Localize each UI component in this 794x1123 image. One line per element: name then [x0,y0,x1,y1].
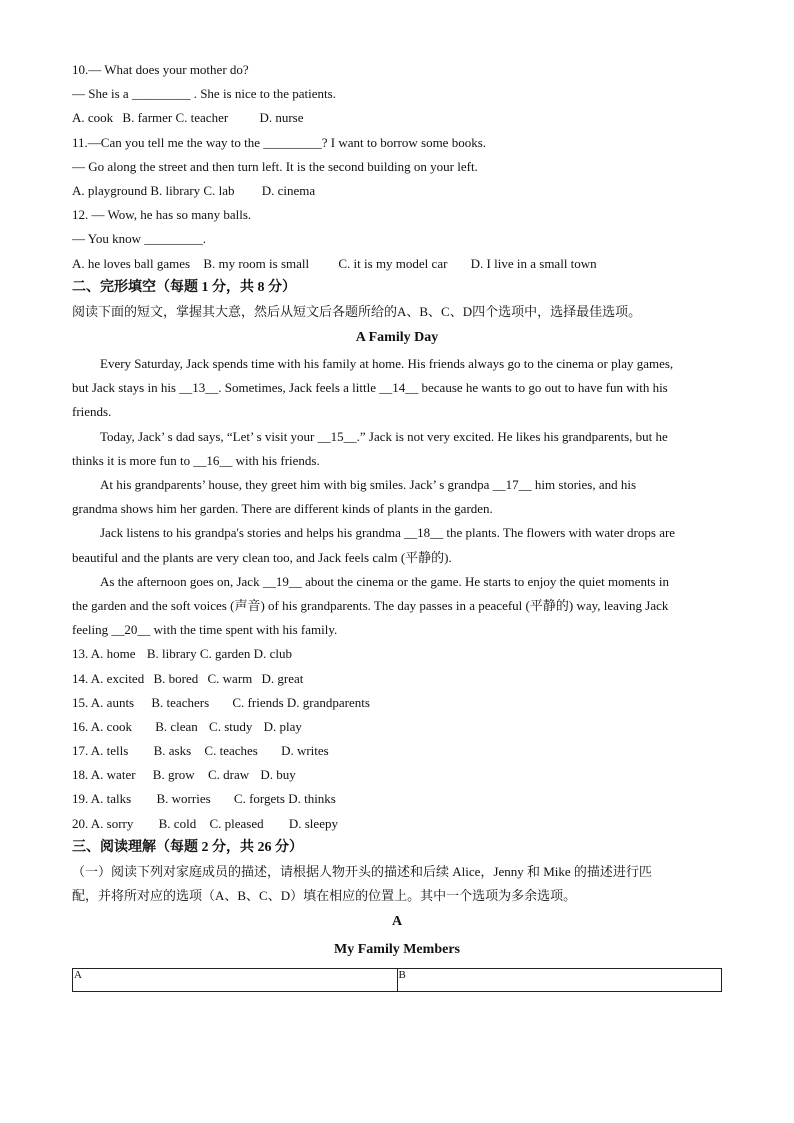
section-heading: 二、完形填空（每题 1 分，共 8 分） [72,279,296,295]
option: B. clean [155,718,198,734]
passage-title: A Family Day [355,330,439,346]
options-row [72,715,722,739]
question-11: 11.—Can you tell me the way to the _________? I want to borrow some books. [72,134,487,150]
passage-line: Today, Jack’ s dad says, “Let’ s visit your __15__.” Jack is not very excited. He likes his grandparents, but he [100,428,668,444]
options-row [72,763,722,787]
table-header-cell: B [397,969,722,992]
passage-line: Jack listens to his grandpa's stories and helps his grandma __18__ the plants. The flowers with water drops are [100,525,676,541]
question-12: 12. — Wow, he has so many balls. [72,207,252,223]
passage-line: beautiful and the plants are very clean too, and Jack feels calm (平静的). [72,549,452,565]
passage-line: Every Saturday, Jack spends time with his family at home. His friends always go to the cinema or play games, [100,356,674,372]
option: C. pleased [209,815,264,831]
option: B. farmer C. teacher [122,110,229,126]
option: A. playground B. library C. lab [72,182,235,198]
option: A. cook [72,110,114,126]
option: C. teaches [204,743,258,759]
passage-line: feeling __20__ with the time spent with his family. [72,622,338,638]
option: C. warm [207,670,253,686]
option: B. worries [156,791,211,807]
cloze-options [72,642,722,836]
passage-line: thinks it is more fun to __16__ with his friends. [72,452,320,468]
section-instruction: （一）阅读下列对家庭成员的描述，请根据人物开头的描述和后续 Alice，Jenny 和 Mike 的描述进行匹 [72,864,652,879]
question-11-answer-line: — Go along the street and then turn left. It is the second building on your left. [72,158,478,174]
passage-line: At his grandparents’ house, they greet him with big smiles. Jack’ s grandpa __17__ him stories, and his [100,477,637,492]
option: 14. A. excited [72,670,145,686]
option: C. forgets D. thinks [233,791,336,807]
option: D. great [261,670,304,686]
option: C. study [209,718,253,734]
option: D. I live in a small town [470,255,597,271]
options-row [72,642,722,666]
option: 16. A. cook [72,718,132,734]
exam-page [72,58,722,992]
option: D. buy [260,767,296,783]
options-row [72,739,722,763]
question-10-answer-line: — She is a _________ . She is nice to the patients. [72,86,336,102]
options-row [72,667,722,691]
passage-line: but Jack stays in his __13__. Sometimes, Jack feels a little __14__ because he wants to go out to have fun with his [72,380,668,396]
option: B. cold [158,815,197,831]
options-row [72,691,722,715]
option: 15. A. aunts [72,694,135,710]
option: B. asks [153,743,192,759]
option: D. cinema [261,182,316,198]
option: B. library C. garden D. club [146,646,292,662]
option: B. my room is small [203,255,310,271]
passage-line: As the afternoon goes on, Jack __19__ about the cinema or the game. He starts to enjoy the quiet moments in [100,573,669,589]
passage-line: grandma shows him her garden. There are different kinds of plants in the garden. [72,501,493,517]
part-label: A [391,914,403,930]
question-11-options [72,179,722,203]
option: D. play [263,718,302,734]
question-12-answer-line: — You know _________. [72,231,206,247]
option: 13. A. home [72,646,136,662]
passage-line: friends. [72,404,112,420]
section-heading: 三、阅读理解（每题 2 分，共 26 分） [72,839,303,855]
option: B. teachers [151,694,210,710]
question-12-options [72,252,722,276]
matching-table [72,968,722,992]
option: D. sleepy [288,815,338,831]
option: 18. A. water [72,767,136,783]
option: C. draw [207,767,250,783]
passage-line: the garden and the soft voices (声音) of his grandparents. The day passes in a peaceful (平静的) way, leaving Jack [72,597,669,613]
option: C. it is my model car [338,255,448,271]
option: 20. A. sorry [72,815,134,831]
option: C. friends D. grandparents [232,694,370,710]
option: B. bored [153,670,199,686]
question-10: 10.— What does your mother do? [72,62,249,77]
options-row [72,812,722,836]
option: A. he loves ball games [72,255,191,271]
option: B. grow [152,767,195,783]
options-row [72,787,722,811]
section-instruction: 配，并将所对应的选项（A、B、C、D）填在相应的位置上。其中一个选项为多余选项。 [72,888,577,904]
reading-title: My Family Members [334,942,460,958]
section-instruction: 阅读下面的短文，掌握其大意，然后从短文后各题所给的A、B、C、D四个选项中，选择最佳选项。 [72,303,642,319]
table-row [73,969,722,992]
question-10-options [72,106,722,130]
option: 19. A. talks [72,791,132,807]
passage [72,352,722,642]
table-header-cell: A [73,969,398,992]
option: D. nurse [259,110,304,126]
option: 17. A. tells [72,743,129,759]
option: D. writes [281,743,329,759]
